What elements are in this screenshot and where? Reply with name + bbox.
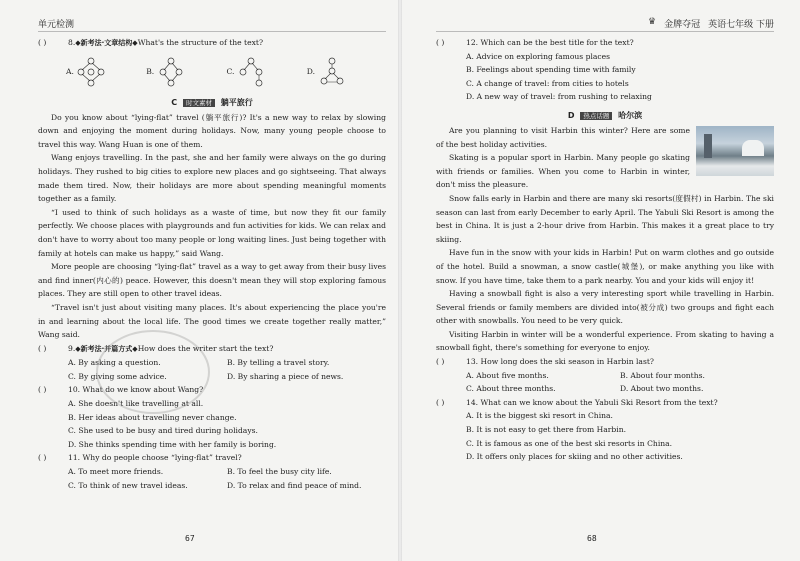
question-number: 12. xyxy=(466,38,479,47)
question-text: Which can be the best title for the text? xyxy=(480,38,634,47)
option-d[interactable]: D. By sharing a piece of news. xyxy=(227,371,344,381)
option-c[interactable]: C. By giving some advice. xyxy=(68,371,167,381)
question-text: What's the structure of the text? xyxy=(137,38,264,47)
question-9 xyxy=(38,342,386,357)
question-number: 14. xyxy=(466,397,479,407)
option-d[interactable]: D. About two months. xyxy=(620,384,704,394)
option-d[interactable]: D. It offers only places for skiing and no other activities. xyxy=(466,452,683,462)
option-b[interactable] xyxy=(146,57,185,87)
question-11-options xyxy=(38,465,386,492)
option-c[interactable]: C. A change of travel: from cities to hotels xyxy=(466,78,629,88)
option-a[interactable]: A. It is the biggest ski resort in China. xyxy=(466,411,613,421)
option-a[interactable]: A. Advice on exploring famous places xyxy=(466,51,611,61)
question-13-options xyxy=(436,369,774,396)
section-letter: C xyxy=(171,97,178,107)
structure-diagram-d xyxy=(318,57,346,87)
structure-options xyxy=(38,51,386,91)
question-13 xyxy=(436,355,774,369)
passage-paragraph: Snow falls early in Harbin and there are many ski resorts(度假村) in Harbin. The ski season can last from early December to early April. The Yabuli Ski Resort is among the best in China. It is just a 2-hour drive from Harbin. This makes it a great place to try skiing. xyxy=(436,193,774,244)
question-number: 9. xyxy=(68,343,76,353)
option-b[interactable]: B. By telling a travel story. xyxy=(227,358,330,368)
answer-blank[interactable]: ( ) xyxy=(38,453,47,463)
question-number: 11. xyxy=(68,453,81,463)
passage-paragraph: Do you know about “lying-flat” travel (躺平旅行)? It's a new way to relax by slowing down and enjoying the moment during holidays. Now, many young people choose to travel this way. Wang Huan is one of them. xyxy=(38,112,386,149)
question-number: 13. xyxy=(466,357,479,367)
option-b[interactable]: B. To feel the busy city life. xyxy=(227,467,332,477)
section-d-title xyxy=(436,110,774,121)
passage-paragraph: “Travel isn't just about visiting many places. It's about experiencing the place you're in and learning about the local life. The good times we create together really matter,” Wang said. xyxy=(38,302,386,340)
question-14-options xyxy=(436,409,774,463)
header-info xyxy=(648,17,774,30)
left-header xyxy=(38,16,386,32)
passage-paragraph: Wang enjoys travelling. In the past, she and her family were always on the go during holidays. They rushed to big cities to explore new places and go sightseeing. That always made them tired. Now, their holidays are more about spending meaningful moments together as a family. xyxy=(38,153,386,204)
section-topic: 躺平旅行 xyxy=(220,97,253,107)
section-c-title xyxy=(38,97,386,108)
question-tag: ◆新考法·文章结构◆ xyxy=(75,39,138,47)
question-tag: ◆新考法·并篇方式◆ xyxy=(75,344,138,353)
option-c[interactable]: C. About three months. xyxy=(466,384,556,394)
option-c[interactable]: C. She used to be busy and tired during holidays. xyxy=(68,426,258,436)
question-number: 10. xyxy=(68,385,81,395)
question-9-options xyxy=(38,356,386,383)
question-text: What do we know about Wang? xyxy=(82,385,204,395)
structure-diagram-a xyxy=(77,57,105,87)
passage-paragraph: More people are choosing “lying-flat” travel as a way to get away from their busy lives and find inner(内心的) peace. However, this doesn't mean they will stop exploring famous places. They are still open to other travel ideas. xyxy=(38,262,386,299)
right-page xyxy=(400,0,800,561)
answer-blank[interactable]: ( ) xyxy=(38,38,47,47)
question-text: Why do people choose “lying-flat” travel? xyxy=(82,453,242,463)
passage-paragraph: “I used to think of such holidays as a waste of time, but now they fit our family perfectly. We choose places with playgrounds and fun activities for kids. We can relax and don't have to worry about too many people or long waiting lines. Just being together with family at hotels can make us happy,” said Wang. xyxy=(38,207,386,258)
passage-paragraph: Are you planning to visit Harbin this winter? Here are some of the best holiday activities. xyxy=(436,125,690,149)
passage-paragraph: Having a snowball fight is also a very interesting sport while travelling in Harbin. Several friends or family members are divided into(被分成) two groups and fight each other with snowballs. You need to be very quick. xyxy=(436,289,774,326)
option-label: A. xyxy=(66,67,74,77)
harbin-snow-photo xyxy=(696,126,774,176)
answer-blank[interactable]: ( ) xyxy=(38,343,47,353)
section-topic: 哈尔滨 xyxy=(618,110,643,120)
answer-blank[interactable]: ( ) xyxy=(38,385,47,395)
question-text: How long does the ski season in Harbin last? xyxy=(480,357,654,367)
structure-diagram-c xyxy=(237,57,265,87)
answer-blank[interactable]: ( ) xyxy=(436,397,445,407)
question-10-options xyxy=(38,397,386,451)
option-c[interactable]: C. It is famous as one of the best ski resorts in China. xyxy=(466,438,673,448)
option-a[interactable]: A. To meet more friends. xyxy=(68,467,164,477)
option-b[interactable]: B. Her ideas about travelling never change. xyxy=(68,412,237,422)
option-a[interactable]: A. She doesn't like travelling at all. xyxy=(68,399,204,409)
option-a[interactable] xyxy=(66,57,105,87)
section-letter: D xyxy=(567,110,575,120)
option-d[interactable]: D. To relax and find peace of mind. xyxy=(227,480,362,490)
unit-test-title: 单元检测 xyxy=(38,20,75,30)
brand-name: 金牌夺冠 xyxy=(664,20,701,30)
option-b[interactable]: B. Feelings about spending time with family xyxy=(466,65,636,75)
question-11 xyxy=(38,451,386,465)
question-10 xyxy=(38,383,386,397)
option-d[interactable] xyxy=(307,57,346,87)
section-badge: 热点话题 xyxy=(580,112,612,120)
answer-blank[interactable]: ( ) xyxy=(436,357,445,367)
option-label: D. xyxy=(306,67,315,77)
option-d[interactable]: D. A new way of travel: from rushing to relaxing xyxy=(466,92,652,102)
page-number: 67 xyxy=(185,534,195,543)
page-number: 68 xyxy=(587,534,597,543)
question-14 xyxy=(436,396,774,410)
option-c[interactable] xyxy=(227,57,266,87)
answer-blank[interactable]: ( ) xyxy=(436,38,445,47)
section-badge: 时文素材 xyxy=(183,99,215,107)
right-header xyxy=(436,16,774,32)
option-c[interactable]: C. To think of new travel ideas. xyxy=(68,480,188,490)
passage-paragraph: Have fun in the snow with your kids in Harbin! Put on warm clothes and go outside of the hotel. Build a snowman, a snow castle(城堡), or make anything you like with snow. If you have time, take them to a park nearby. You and your kids will enjoy it! xyxy=(436,248,774,285)
option-b[interactable]: B. It is not easy to get there from Harbin. xyxy=(466,425,626,435)
option-a[interactable]: A. About five months. xyxy=(466,370,549,380)
question-12 xyxy=(436,36,774,50)
question-text: What can we know about the Yabuli Ski Resort from the text? xyxy=(480,397,718,407)
question-8 xyxy=(38,36,386,51)
option-d[interactable]: D. She thinks spending time with her family is boring. xyxy=(68,439,277,449)
subject-label: 英语七年级 下册 xyxy=(708,20,774,30)
option-a[interactable]: A. By asking a question. xyxy=(68,358,161,368)
question-text: How does the writer start the text? xyxy=(137,343,274,353)
option-label: C. xyxy=(226,67,235,77)
question-number: 8. xyxy=(68,38,76,47)
option-label: B. xyxy=(146,67,155,77)
option-b[interactable]: B. About four months. xyxy=(620,370,705,380)
passage-paragraph: Visiting Harbin in winter will be a wonderful experience. From skating to having a snowball fight, there's something for everyone to enjoy. xyxy=(436,329,774,353)
structure-diagram-b xyxy=(157,57,185,87)
passage-paragraph: Skating is a popular sport in Harbin. Many people go skating with friends or families. When you come to Harbin in winter, don't miss the pleasure. xyxy=(436,153,690,190)
question-12-options xyxy=(436,50,774,104)
crown-icon: ♛ xyxy=(648,17,657,27)
